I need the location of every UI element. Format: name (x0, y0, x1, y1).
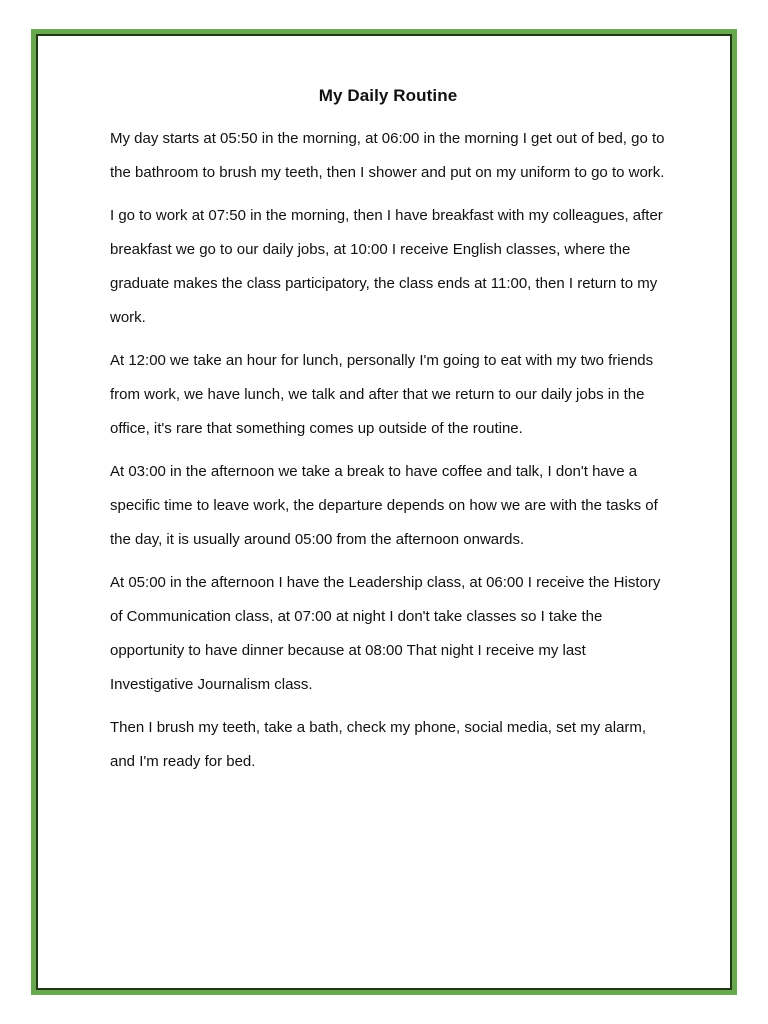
paragraph-5: At 05:00 in the afternoon I have the Leadership class, at 06:00 I receive the History of Communication class, at 07:00 at night I don't take classes so I take the opportunity to have dinner because at 08:00 That night I receive my last Investigative Journalism class. (110, 574, 661, 693)
paragraph-1: My day starts at 05:50 in the morning, at 06:00 in the morning I get out of bed, go to the bathroom to brush my teeth, then I shower and put on my uniform to go to work. (110, 130, 665, 181)
document-title: My Daily Routine (318, 86, 458, 105)
paragraph-2: I go to work at 07:50 in the morning, then I have breakfast with my colleagues, after breakfast we go to our daily jobs, at 10:00 I receive English classes, where the graduate makes the class participatory, the class ends at 11:00, then I return to my work. (110, 207, 663, 326)
paragraph-6: Then I brush my teeth, take a bath, check my phone, social media, set my alarm, and I'm ready for bed. (110, 719, 647, 770)
paragraph-4: At 03:00 in the afternoon we take a break to have coffee and talk, I don't have a specific time to leave work, the departure depends on how we are with the tasks of the day, it is usually around 05:00 from the afternoon onwards. (110, 463, 658, 548)
paragraph-3: At 12:00 we take an hour for lunch, personally I'm going to eat with my two friends from work, we have lunch, we talk and after that we return to our daily jobs in the office, it's rare that something comes up outside of the routine. (110, 352, 654, 437)
document-body (110, 82, 666, 788)
